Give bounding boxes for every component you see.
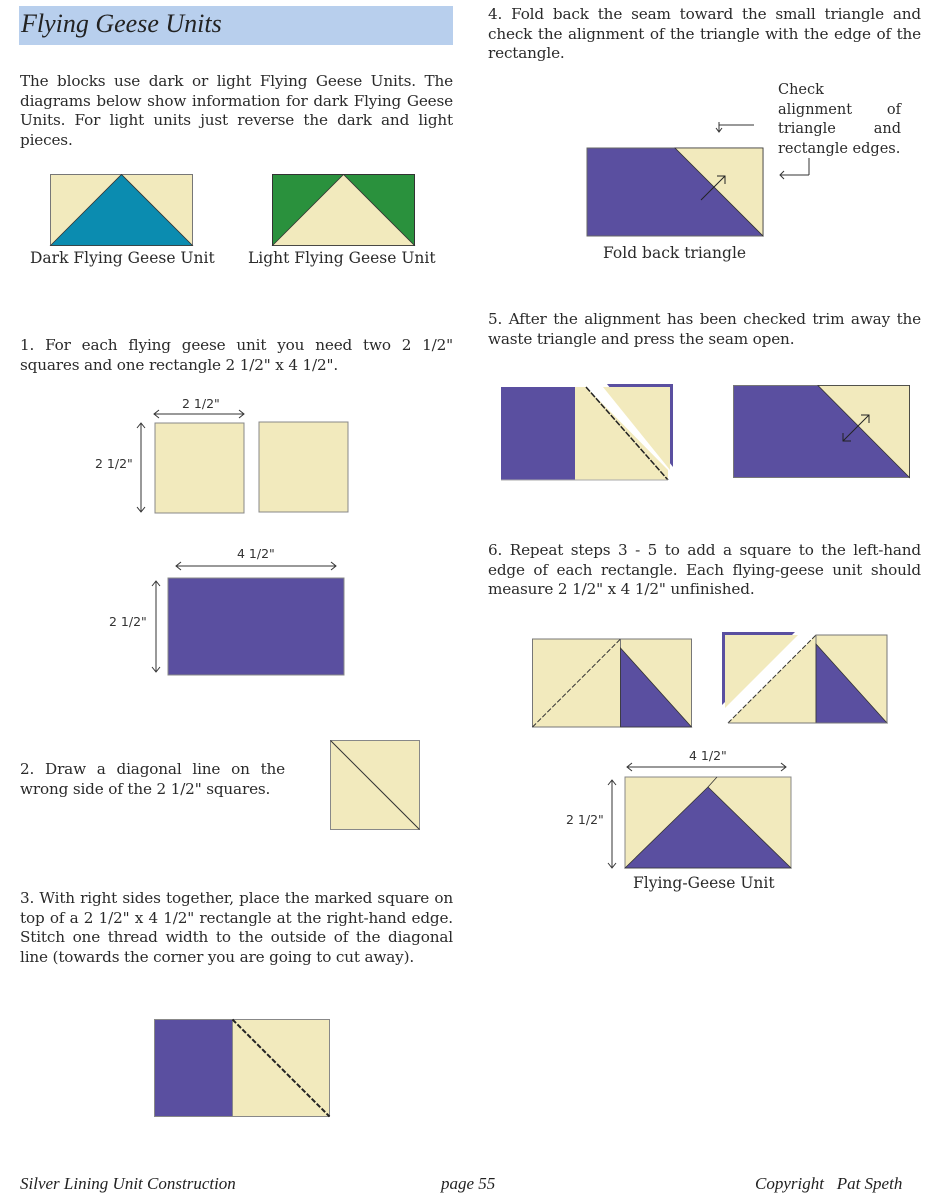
step-5-trim-diagram — [500, 382, 680, 482]
step-2-text: 2. Draw a diagonal line on the wrong side of the 2 1/2" squares. — [20, 760, 285, 798]
footer-book-title: Silver Lining Unit Construction — [20, 1174, 236, 1193]
square-height-label: 2 1/2" — [95, 456, 133, 471]
step-5-text: 5. After the alignment has been checked trim away the waste triangle and press the seam open. — [488, 310, 921, 348]
step-6-left-stitch-diagram — [532, 638, 694, 730]
page-title: Flying Geese Units — [21, 9, 222, 38]
fold-back-caption: Fold back triangle — [603, 244, 747, 262]
alignment-note: Check alignment of triangle and rectangle edges. — [778, 82, 901, 157]
dark-flying-geese-diagram — [50, 174, 194, 248]
step-6-right-trim-diagram — [720, 630, 890, 726]
step-5-pressed-diagram — [733, 385, 913, 481]
intro-paragraph: The blocks use dark or light Flying Geese Units. The diagrams below show information for dark Flying Geese Units. For light units just reverse the dark and light pieces. — [20, 72, 453, 149]
step-1-cut-pieces-diagram — [90, 395, 360, 685]
final-height-label: 2 1/2" — [566, 812, 604, 827]
final-width-label: 4 1/2" — [689, 748, 727, 763]
dark-unit-label: Dark Flying Geese Unit — [30, 249, 215, 267]
rect-width-label: 4 1/2" — [237, 546, 275, 561]
final-flying-geese-diagram — [605, 760, 795, 872]
footer-copyright: Copyright Pat Speth — [755, 1174, 903, 1193]
rect-height-label: 2 1/2" — [109, 614, 147, 629]
step-4-fold-diagram — [585, 118, 815, 240]
step-2-marked-square-diagram — [330, 740, 422, 832]
light-unit-label: Light Flying Geese Unit — [248, 249, 436, 267]
square-width-label: 2 1/2" — [182, 396, 220, 411]
footer-page-number: page 55 — [441, 1174, 496, 1193]
step-6-text: 6. Repeat steps 3 - 5 to add a square to the left-hand edge of each rectangle. Each flying-geese unit should measure 2 1/2" x 4 1/2" unfinished. — [488, 541, 921, 598]
flying-geese-unit-caption: Flying-Geese Unit — [633, 874, 775, 892]
step-3-text: 3. With right sides together, place the marked square on top of a 2 1/2" x 4 1/2" rectangle at the right-hand edge. Stitch one thread width to the outside of the diagonal line (towards the corner you are going to cut away). — [20, 889, 453, 966]
step-1-text: 1. For each flying geese unit you need two 2 1/2" squares and one rectangle 2 1/2" x 4 1/2". — [20, 336, 453, 374]
step-4-text: 4. Fold back the seam toward the small triangle and check the alignment of the triangle with the edge of the rectangle. — [488, 5, 921, 62]
step-3-stitch-diagram — [154, 1019, 332, 1119]
light-flying-geese-diagram — [272, 174, 416, 248]
